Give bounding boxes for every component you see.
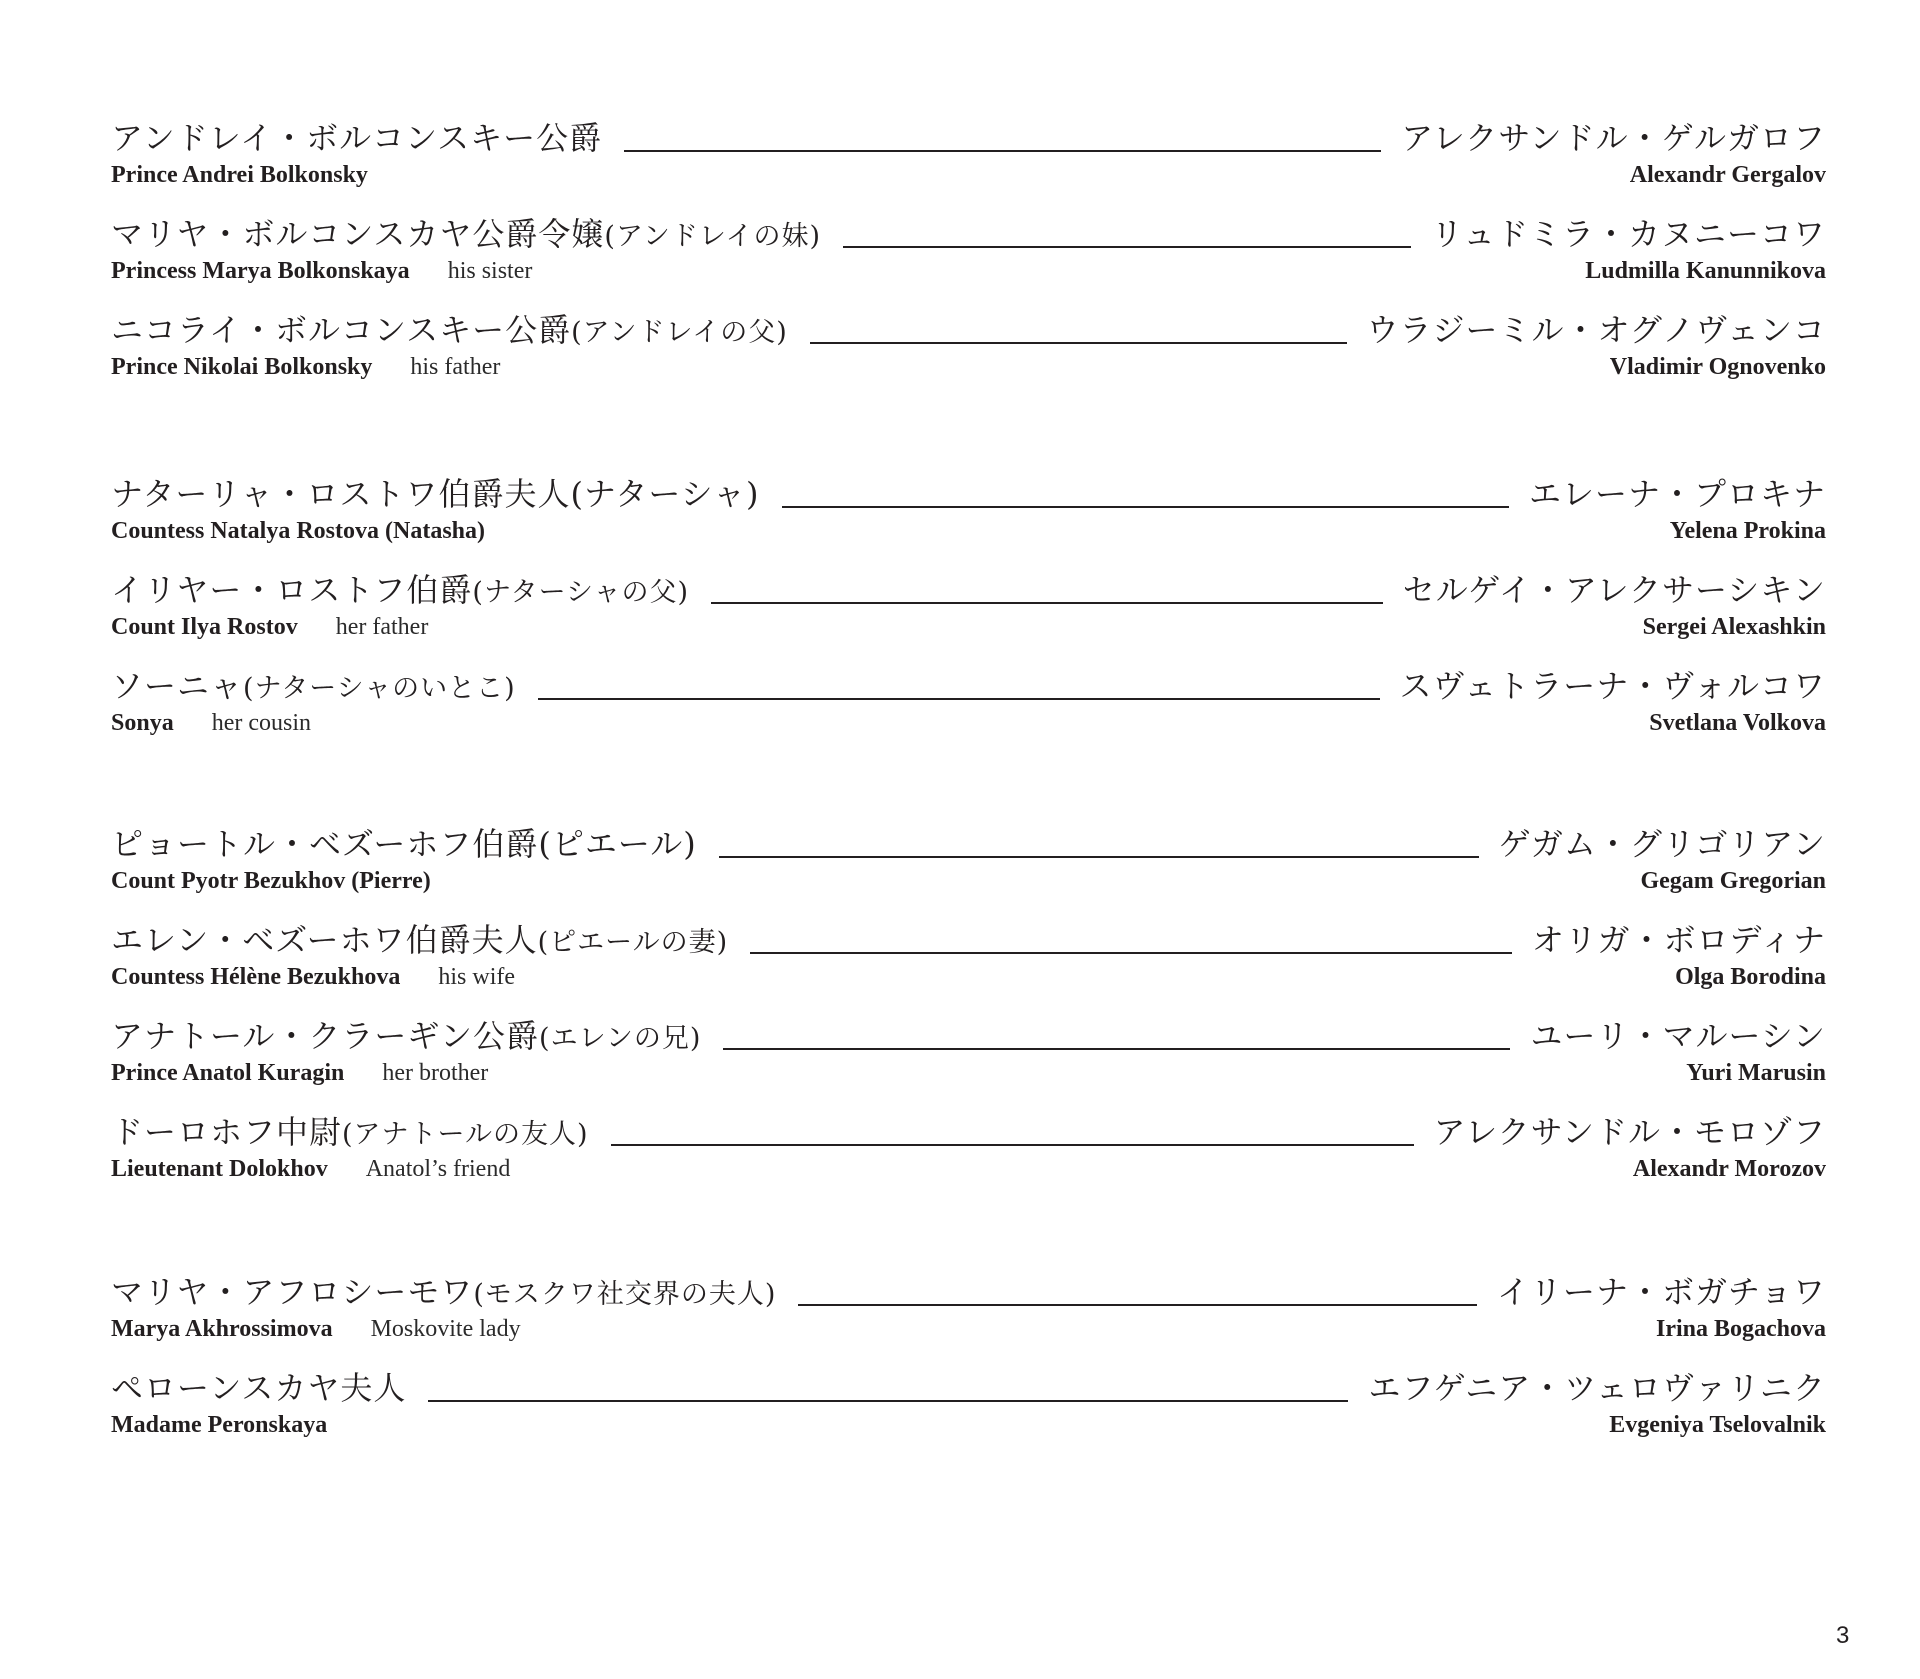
performer-japanese: セルゲイ・アレクサーシキン: [1402, 571, 1826, 609]
leader-line: [723, 1047, 1510, 1050]
relation-english: Anatol’s friend: [365, 1156, 511, 1182]
performer-english: Vladimir Ognovenko: [1609, 354, 1826, 380]
role-japanese-note: (ナターシャのいとこ): [243, 673, 516, 704]
leader-line: [611, 1143, 1414, 1146]
role-english: Sonya her cousin: [111, 710, 312, 736]
cast-entry: [111, 656, 1826, 752]
cast-entry: [111, 1358, 1826, 1454]
performer-english: Ludmilla Kanunnikova: [1585, 258, 1826, 284]
cast-entry: [111, 1102, 1826, 1198]
cast-group-society: [111, 1262, 1826, 1454]
performer-japanese: イリーナ・ボガチョワ: [1496, 1273, 1826, 1311]
performer-japanese: ウラジーミル・オグノヴェンコ: [1366, 311, 1826, 349]
performer-japanese: アレクサンドル・モロゾフ: [1433, 1113, 1826, 1151]
role-japanese-note: (エレンの兄): [539, 1023, 702, 1054]
cast-entry: [111, 1262, 1826, 1358]
leader-line: [711, 601, 1383, 604]
leader-line: [782, 505, 1509, 508]
cast-entry: [111, 300, 1826, 396]
role-japanese: アンドレイ・ボルコンスキー公爵: [111, 119, 603, 157]
performer-english: Yelena Prokina: [1669, 518, 1826, 544]
performer-english: Gegam Gregorian: [1640, 868, 1826, 894]
leader-line: [750, 951, 1512, 954]
role-japanese: エレン・ベズーホワ伯爵夫人(ピエールの妻): [111, 921, 729, 959]
cast-entry: [111, 814, 1826, 910]
role-english: Princess Marya Bolkonskaya his sister: [111, 258, 533, 284]
relation-english: his wife: [438, 964, 516, 990]
cast-entry: [111, 1006, 1826, 1102]
role-japanese: ニコライ・ボルコンスキー公爵(アンドレイの父): [111, 311, 788, 349]
performer-japanese: リュドミラ・カヌニーコワ: [1430, 215, 1826, 253]
relation-english: her brother: [382, 1060, 489, 1086]
role-english: Prince Anatol Kuragin her brother: [111, 1060, 489, 1086]
role-english: Countess Hélène Bezukhova his wife: [111, 964, 516, 990]
role-japanese: ペローンスカヤ夫人: [111, 1369, 407, 1407]
performer-japanese: アレクサンドル・ゲルガロフ: [1401, 119, 1826, 157]
role-japanese-note: (モスクワ社交界の夫人): [473, 1279, 777, 1310]
performer-english: Evgeniya Tselovalnik: [1609, 1412, 1826, 1438]
leader-line: [719, 855, 1479, 858]
cast-entry: [111, 910, 1826, 1006]
role-english: Countess Natalya Rostova (Natasha): [111, 518, 486, 544]
leader-line: [538, 697, 1380, 700]
role-japanese-note: (アンドレイの父): [571, 317, 788, 348]
relation-english: her cousin: [211, 710, 312, 736]
role-english: Count Ilya Rostov her father: [111, 614, 429, 640]
leader-line: [810, 341, 1347, 344]
role-japanese: ドーロホフ中尉(アナトールの友人): [111, 1113, 589, 1151]
role-japanese: マリヤ・ボルコンスカヤ公爵令嬢(アンドレイの妹): [111, 215, 822, 253]
role-japanese-note: (アンドレイの妹): [604, 221, 822, 252]
role-english: Marya Akhrossimova Moskovite lady: [111, 1316, 521, 1342]
leader-line: [428, 1399, 1348, 1402]
role-japanese: ソーニャ(ナターシャのいとこ): [111, 667, 516, 705]
leader-line: [798, 1303, 1477, 1306]
performer-japanese: オリガ・ボロディナ: [1531, 921, 1826, 959]
role-english: Madame Peronskaya: [111, 1412, 328, 1438]
performer-english: Irina Bogachova: [1655, 1316, 1826, 1342]
role-english: Prince Nikolai Bolkonsky his father: [111, 354, 501, 380]
role-japanese-note: (アナトールの友人): [342, 1119, 589, 1150]
role-japanese: アナトール・クラーギン公爵(エレンの兄): [111, 1017, 702, 1055]
role-japanese-note: (ナターシャの父): [472, 577, 690, 608]
performer-english: Alexandr Morozov: [1632, 1156, 1826, 1182]
role-japanese: イリヤー・ロストフ伯爵(ナターシャの父): [111, 571, 690, 609]
relation-english: Moskovite lady: [370, 1316, 521, 1342]
performer-japanese: エレーナ・プロキナ: [1528, 475, 1826, 513]
role-english: Lieutenant Dolokhov Anatol’s friend: [111, 1156, 511, 1182]
page-number: 3: [1836, 1622, 1850, 1649]
role-japanese: マリヤ・アフロシーモワ(モスクワ社交界の夫人): [111, 1273, 777, 1311]
cast-group-bolkonsky: [111, 108, 1826, 396]
cast-entry: [111, 560, 1826, 656]
role-english: Prince Andrei Bolkonsky: [111, 162, 368, 188]
role-english: Count Pyotr Bezukhov (Pierre): [111, 868, 431, 894]
performer-english: Svetlana Volkova: [1649, 710, 1826, 736]
role-japanese-note: (ピエールの妻): [537, 927, 729, 958]
performer-japanese: エフゲニア・ツェロヴァリニク: [1368, 1369, 1826, 1407]
relation-english: her father: [335, 614, 429, 640]
performer-english: Sergei Alexashkin: [1642, 614, 1826, 640]
relation-english: his father: [410, 354, 501, 380]
role-japanese: ピョートル・ベズーホフ伯爵(ピエール): [111, 825, 697, 863]
performer-english: Olga Borodina: [1675, 964, 1826, 990]
cast-group-bezukhov: [111, 814, 1826, 1198]
performer-japanese: スヴェトラーナ・ヴォルコワ: [1399, 667, 1826, 705]
performer-english: Alexandr Gergalov: [1629, 162, 1826, 188]
leader-line: [624, 149, 1381, 152]
performer-japanese: ゲガム・グリゴリアン: [1498, 825, 1826, 863]
relation-english: his sister: [447, 258, 533, 284]
cast-group-rostov: [111, 464, 1826, 752]
cast-entry: [111, 108, 1826, 204]
cast-entry: [111, 464, 1826, 560]
performer-english: Yuri Marusin: [1686, 1060, 1826, 1086]
cast-entry: [111, 204, 1826, 300]
role-japanese: ナターリャ・ロストワ伯爵夫人(ナターシャ): [111, 475, 760, 513]
leader-line: [843, 245, 1411, 248]
performer-japanese: ユーリ・マルーシン: [1530, 1017, 1826, 1055]
